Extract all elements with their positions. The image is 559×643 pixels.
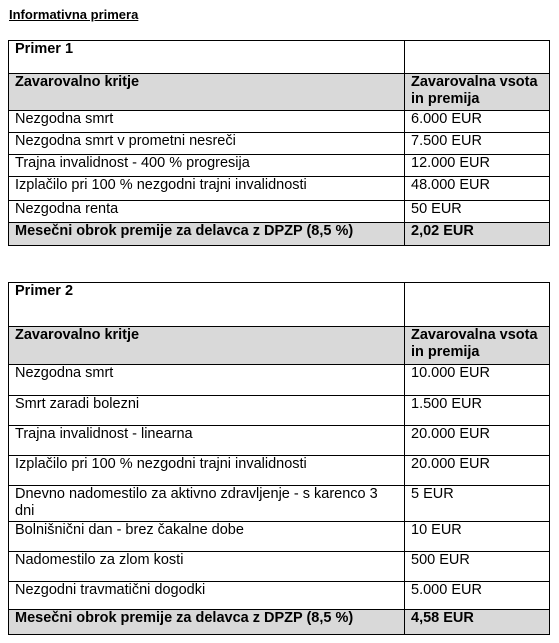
table-row [9,552,550,582]
amount-cell: 50 EUR [405,201,550,223]
coverage-cell: Dnevno nadomestilo za aktivno zdravljenje - s karenco 3 dni [9,486,405,522]
coverage-cell: Izplačilo pri 100 % nezgodni trajni invalidnosti [9,456,405,486]
coverage-cell: Bolnišnični dan - brez čakalne dobe [9,522,405,552]
table-total-row [9,223,550,246]
table-row [9,111,550,133]
table-row [9,456,550,486]
total-amount: 4,58 EUR [405,610,550,635]
table-row [9,201,550,223]
coverage-cell: Nezgodna smrt v prometni nesreči [9,133,405,155]
table-header-row [9,327,550,365]
amount-cell: 5 EUR [405,486,550,522]
table-title-row [9,283,550,327]
table-row [9,582,550,610]
amount-cell: 5.000 EUR [405,582,550,610]
header-coverage: Zavarovalno kritje [9,327,405,365]
coverage-cell: Trajna invalidnost - linearna [9,426,405,456]
table-title-row [9,41,550,74]
total-amount: 2,02 EUR [405,223,550,246]
amount-cell: 20.000 EUR [405,456,550,486]
amount-cell: 20.000 EUR [405,426,550,456]
table-row [9,133,550,155]
amount-cell: 7.500 EUR [405,133,550,155]
table-row [9,522,550,552]
coverage-cell: Nezgodni travmatični dogodki [9,582,405,610]
table-row [9,177,550,201]
amount-cell: 10 EUR [405,522,550,552]
table-header-row [9,74,550,111]
table-row [9,426,550,456]
example-2-table [8,282,550,635]
table-title-empty-cell [405,41,550,74]
header-coverage: Zavarovalno kritje [9,74,405,111]
amount-cell: 6.000 EUR [405,111,550,133]
coverage-cell: Nezgodna smrt [9,365,405,396]
header-amount: Zavarovalna vsota in premija [405,327,550,365]
coverage-cell: Izplačilo pri 100 % nezgodni trajni invalidnosti [9,177,405,201]
table-title-empty-cell [405,283,550,327]
coverage-cell: Smrt zaradi bolezni [9,396,405,426]
table-row [9,155,550,177]
table-title: Primer 1 [9,41,405,74]
table-row [9,396,550,426]
amount-cell: 10.000 EUR [405,365,550,396]
total-label: Mesečni obrok premije za delavca z DPZP (8,5 %) [9,610,405,635]
example-1-table [8,40,550,246]
coverage-cell: Nezgodna smrt [9,111,405,133]
amount-cell: 12.000 EUR [405,155,550,177]
coverage-cell: Trajna invalidnost - 400 % progresija [9,155,405,177]
amount-cell: 48.000 EUR [405,177,550,201]
document-heading: Informativna primera [9,7,139,22]
table-total-row [9,610,550,635]
table-title: Primer 2 [9,283,405,327]
table-row [9,365,550,396]
total-label: Mesečni obrok premije za delavca z DPZP (8,5 %) [9,223,405,246]
amount-cell: 1.500 EUR [405,396,550,426]
header-amount: Zavarovalna vsota in premija [405,74,550,111]
coverage-cell: Nezgodna renta [9,201,405,223]
amount-cell: 500 EUR [405,552,550,582]
table-row [9,486,550,522]
coverage-cell: Nadomestilo za zlom kosti [9,552,405,582]
